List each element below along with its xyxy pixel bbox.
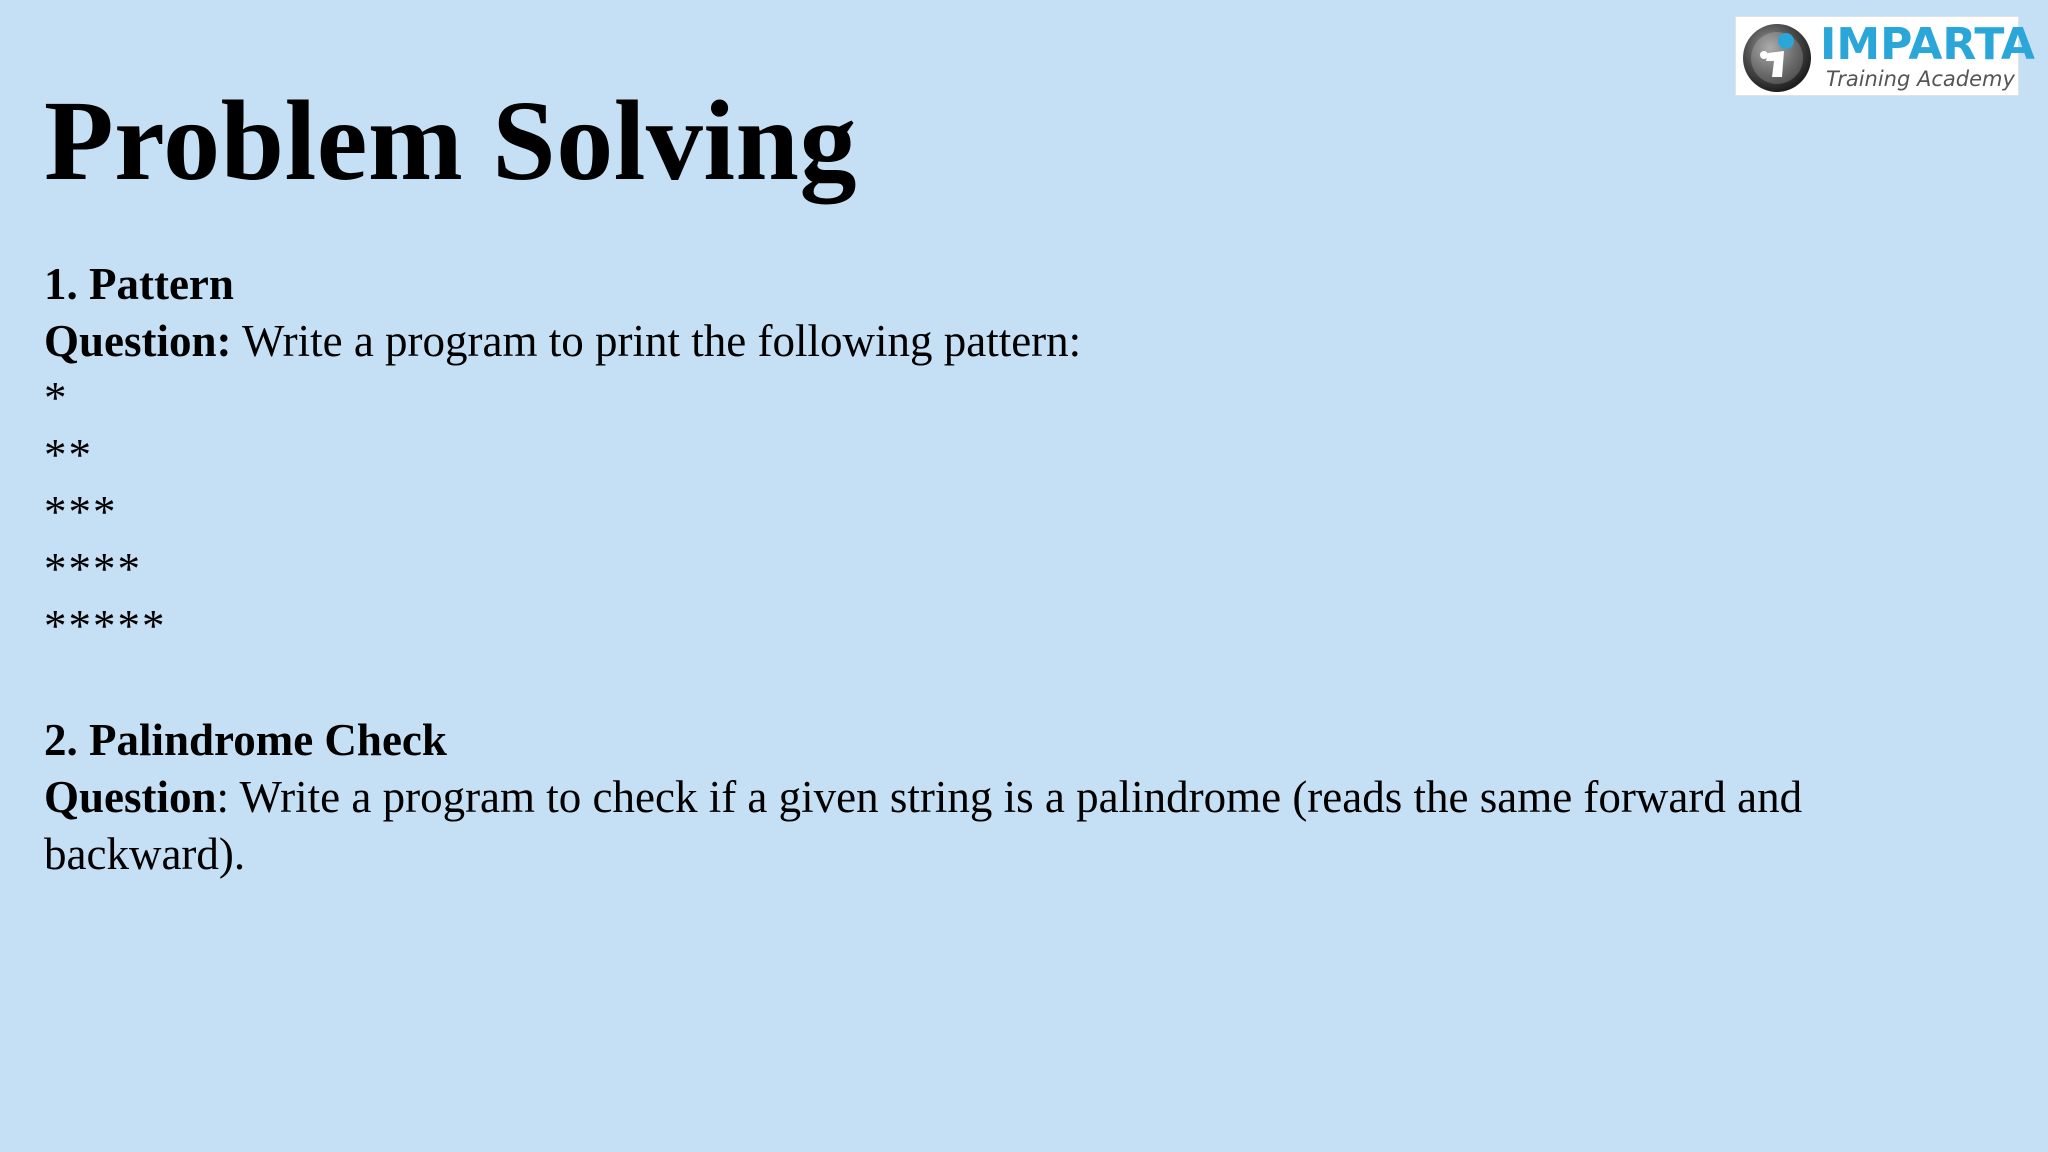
section-pattern xyxy=(44,256,1984,655)
pattern-line: * xyxy=(44,373,69,423)
imparta-logo-icon xyxy=(1740,21,1814,95)
section-heading: 1. Pattern xyxy=(44,259,234,309)
pattern-line: **** xyxy=(44,544,142,594)
pattern-line: ** xyxy=(44,430,93,480)
question-text: Write a program to print the following pattern: xyxy=(231,316,1082,366)
imparta-logo xyxy=(1735,16,2035,96)
slide-content xyxy=(44,256,1984,883)
section-palindrome xyxy=(44,712,1984,883)
question-label: Question xyxy=(44,772,217,822)
slide-title: Problem Solving xyxy=(44,77,857,204)
section-heading: 2. Palindrome Check xyxy=(44,715,447,765)
pattern-line: ***** xyxy=(44,601,167,651)
section-spacer xyxy=(44,655,1984,712)
question xyxy=(44,769,1984,883)
question-text: : Write a program to check if a given string is a palindrome (reads the same forward and backward). xyxy=(44,772,1803,879)
question-label: Question: xyxy=(44,316,232,366)
logo-name: IMPARTA xyxy=(1820,19,2035,70)
question xyxy=(44,313,1984,370)
pattern-block xyxy=(44,370,1984,655)
logo-tagline: Training Academy xyxy=(1826,67,2015,91)
pattern-line: *** xyxy=(44,487,118,537)
